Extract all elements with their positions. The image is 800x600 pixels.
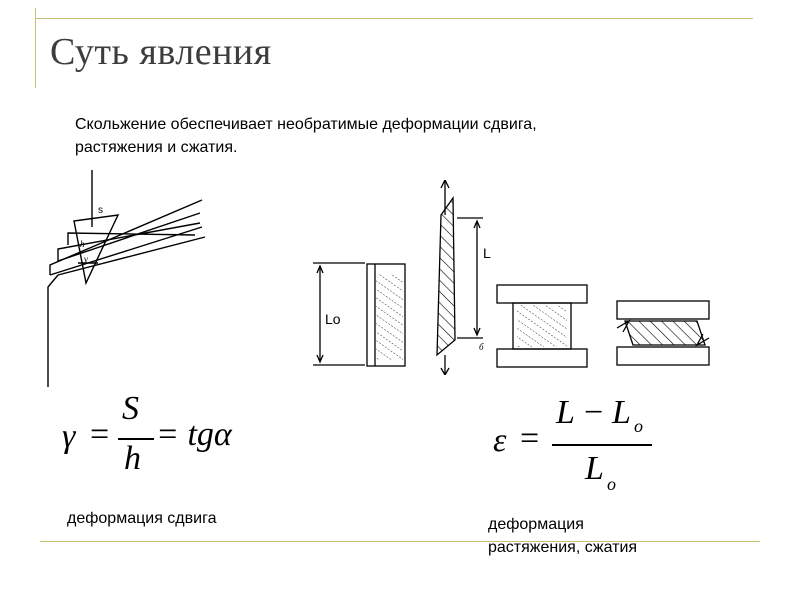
description [75,113,695,159]
formula-den-L: L [585,450,604,487]
formula-gamma: γ [62,418,76,455]
label-Lo: Lo [325,311,341,327]
tension-diagram [305,180,725,375]
formula-epsilon: ε [493,422,507,459]
left-rule [35,8,36,88]
formula-den-Lo-sub: o [607,474,616,494]
top-rule [35,18,753,19]
tension-caption-line-1: деформация [488,516,584,533]
slide-title: Суть явления [50,31,272,73]
description-line-1: Скольжение обеспечивает необратимые деформации сдвига, [75,116,537,133]
formula-num-s: S [122,390,139,427]
formula-rhs: = tgα [156,416,232,453]
label-L: L [483,245,491,261]
formula-num-L: L [556,394,575,431]
bottom-rule [40,541,760,542]
formula-eq1: = [90,416,110,453]
formula-eq2: = [520,420,540,457]
shear-diagram [40,165,220,390]
label-b: б [479,342,484,352]
description-line-2: растяжения и сжатия. [75,139,238,156]
shear-label-gamma: γ [84,254,88,264]
tension-caption-line-2: растяжения, сжатия [488,539,638,556]
formula-num-Lo-sub: o [634,416,643,436]
formula-fraction-bar-2 [552,444,652,446]
shear-label-h: h [80,239,85,249]
shear-caption: деформация сдвига [67,510,217,527]
shear-label-s: s [98,205,103,216]
formula-minus: − [584,394,604,431]
formula-den-h: h [124,440,141,477]
formula-num-Lo: L [612,394,631,431]
